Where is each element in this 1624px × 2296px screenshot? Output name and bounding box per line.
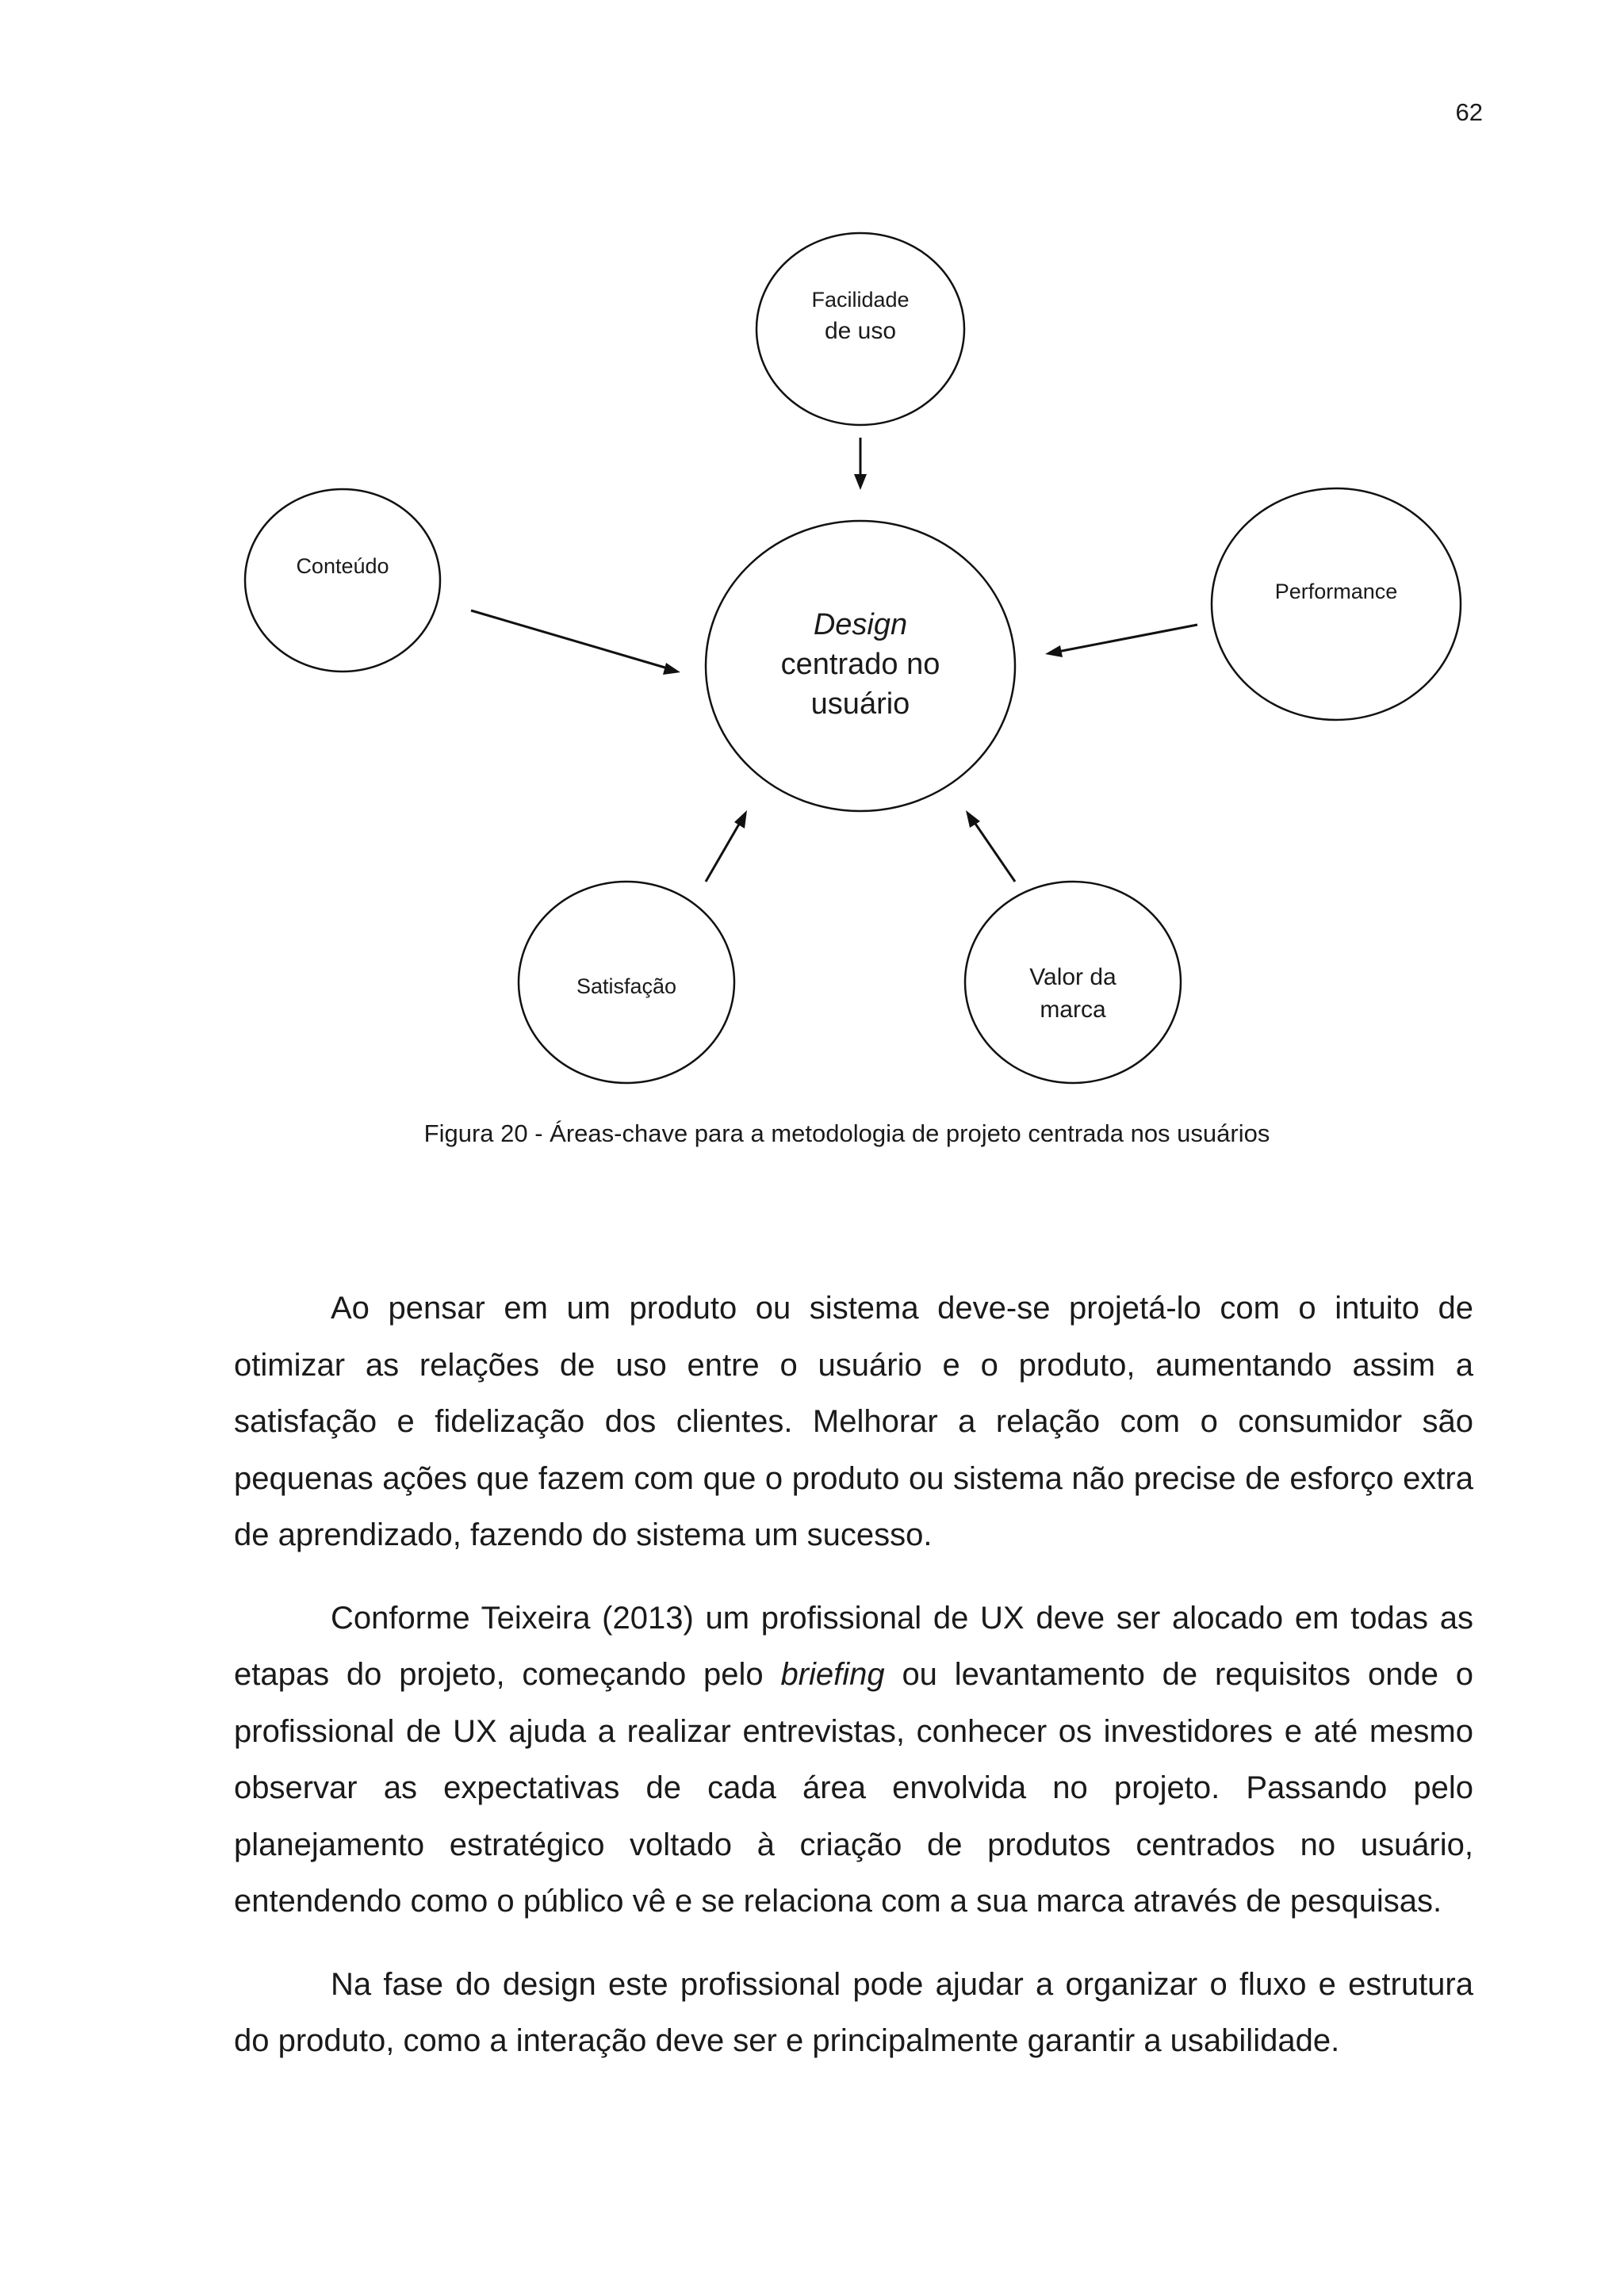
center-label-line2: centrado no xyxy=(780,648,940,681)
arrow-brand-value xyxy=(974,821,1015,882)
figure-caption: Figura 20 - Áreas-chave para a metodologia de projeto centrada nos usuários xyxy=(423,1119,1270,1147)
paragraph: Na fase do design este profissional pode ajudar a organizar o fluxo e estrutura do produto, como a interação deve ser e principalmente garantir a usabilidade. xyxy=(234,1966,1473,2058)
arrow-performance-head xyxy=(1045,645,1063,657)
arrow-content xyxy=(471,610,668,668)
emphasized-term: briefing xyxy=(780,1657,885,1692)
performance-node xyxy=(1212,488,1461,720)
paragraph-text: Conforme Teixeira (2013) um profissional de UX deve ser alocado em todas as etapas do projeto, começando pelo xyxy=(234,1600,1473,1692)
arrow-content-head xyxy=(663,663,680,675)
brand-value-label-line1: Valor da xyxy=(1029,964,1116,990)
paragraph xyxy=(234,1590,1473,1931)
content-node xyxy=(245,489,440,672)
page-number: 62 xyxy=(1455,98,1483,126)
satisfaction-label: Satisfação xyxy=(576,974,677,998)
paragraph: Ao pensar em um produto ou sistema deve-se projetá-lo com o intuito de otimizar as relações de uso entre o usuário e o produto, aumentando assim a satisfação e fidelização dos clientes. Melhorar a relação com o consumidor são pequenas ações que fazem com que o produto ou sistema não precise de esforço extra de aprendizado, fazendo do sistema um sucesso. xyxy=(234,1291,1473,1552)
arrow-satisfaction-head xyxy=(734,810,747,828)
body-text xyxy=(234,1280,1473,2096)
arrow-satisfaction xyxy=(706,821,741,882)
paragraph-text: ou levantamento de requisitos onde o profissional de UX ajuda a realizar entrevistas, conhecer os investidores e até mesmo observar as expectativas de cada área envolvida no projeto. Passando pelo planejamento estratégico voltado à criação de produtos centrados no usuário, entendendo como o público vê e se relaciona com a sua marca através de pesquisas. xyxy=(234,1657,1473,1919)
center-label-line3: usuário xyxy=(810,687,910,721)
arrow-ease-of-use-head xyxy=(854,474,867,490)
content-label: Conteúdo xyxy=(296,554,389,578)
center-label-line1: Design xyxy=(813,608,908,641)
diagram xyxy=(0,0,1624,1110)
ease-of-use-label-line1: Facilidade xyxy=(811,288,910,312)
ease-of-use-label-line2: de uso xyxy=(824,318,897,344)
brand-value-label-line2: marca xyxy=(1040,997,1106,1023)
arrow-performance xyxy=(1058,625,1197,652)
performance-label: Performance xyxy=(1274,580,1398,603)
arrow-brand-value-head xyxy=(966,810,980,828)
